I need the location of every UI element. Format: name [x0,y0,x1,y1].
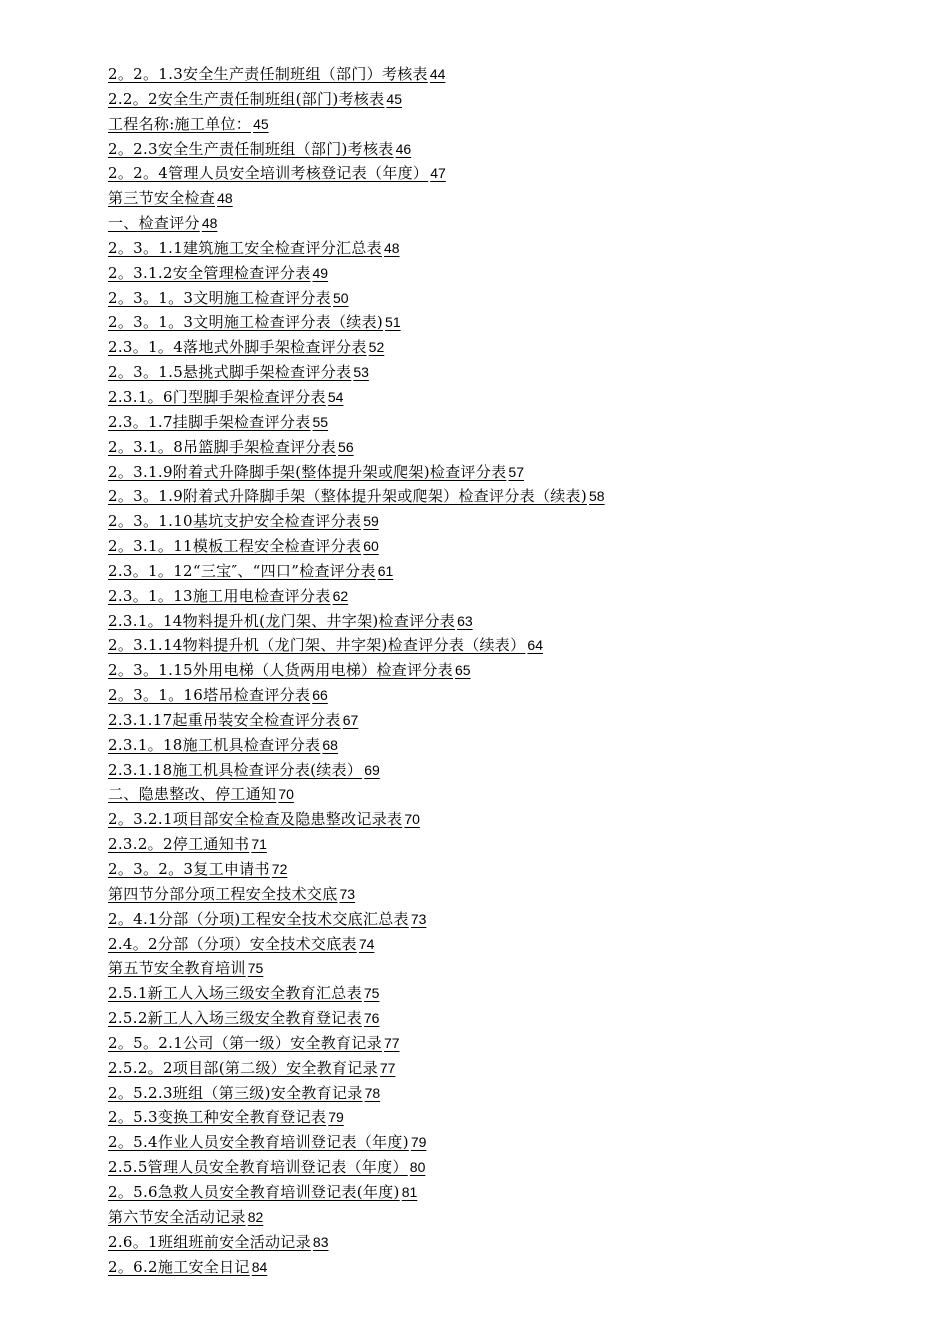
toc-entry [108,1031,888,1056]
toc-entry [108,1105,888,1130]
toc-entry [108,186,888,211]
toc-entry-link[interactable] [108,115,269,133]
toc-entry-link[interactable] [108,686,328,704]
toc-entry-link[interactable] [108,338,384,356]
toc-entry-link[interactable] [108,761,380,779]
toc-entry-link[interactable] [108,959,263,977]
toc-entry-page-number: 67 [342,711,359,728]
toc-entry-page-number: 77 [379,1059,396,1076]
toc-entry-page-number: 77 [383,1034,400,1051]
toc-entry-title: 2。3.1.9附着式升降脚手架(整体提升架或爬架)检查评分表 [108,462,507,481]
toc-entry-title: 2.2。2安全生产责任制班组(部门)考核表 [108,89,385,108]
toc-entry-title: 2。2。4管理人员安全培训考核登记表（年度） [108,164,429,183]
toc-entry-page-number: 81 [401,1183,418,1200]
toc-entry-title: 2。3。1.10基坑支护安全检查评分表 [108,512,362,531]
toc-entry-page-number: 44 [429,66,446,82]
toc-entry-title: 2。5.2.3班组（第三级)安全教育记录 [108,1083,363,1102]
toc-entry [108,87,888,112]
toc-entry-page-number: 56 [338,438,354,455]
toc-entry [108,360,888,385]
toc-entry-title: 2。3.1。11模板工程安全检查评分表 [108,537,362,556]
toc-entry [108,534,888,559]
toc-entry-title: 2.3。1。13施工用电检查评分表 [108,586,331,605]
toc-entry-title: 第六节安全活动记录 [108,1207,246,1226]
toc-entry-link[interactable] [108,1059,395,1077]
toc-entry-title: 2.5.5管理人员安全教育培训登记表（年度） [108,1158,408,1177]
toc-entry [108,758,888,783]
toc-entry-page-number: 75 [363,985,380,1002]
toc-entry-page-number: 75 [247,960,264,977]
toc-entry-link[interactable] [108,1133,426,1151]
toc-entry [108,807,888,832]
toc-entry-link[interactable] [108,984,379,1002]
toc-entry-title: 第三节安全检查 [108,189,216,208]
toc-entry-link[interactable] [108,810,420,828]
toc-entry-page-number: 76 [363,1010,380,1027]
toc-entry [108,857,888,882]
toc-entry-title: 工程名称:施工单位： [108,114,252,133]
toc-entry [108,633,888,658]
toc-entry [108,161,888,186]
toc-entry-page-number: 82 [247,1208,264,1225]
toc-entry-link[interactable] [108,313,401,331]
toc-entry-link[interactable] [108,562,393,580]
toc-entry-page-number: 61 [377,562,394,579]
toc-entry-link[interactable] [108,935,374,953]
toc-entry-link[interactable] [108,189,233,207]
toc-entry-page-number: 70 [404,811,420,828]
toc-entry [108,112,888,137]
toc-entry-title: 2。3.1。8吊篮脚手架检查评分表 [108,437,337,456]
toc-entry-page-number: 74 [358,935,375,952]
toc-entry [108,286,888,311]
toc-entry-page-number: 72 [271,861,288,877]
toc-entry-page-number: 60 [363,538,379,555]
toc-entry-link[interactable] [108,612,473,630]
toc-entry-link[interactable] [108,413,328,431]
toc-entry-page-number: 45 [253,115,269,132]
toc-entry [108,1230,888,1255]
toc-entry-link[interactable] [108,587,348,605]
toc-entry-page-number: 48 [217,190,233,207]
table-of-contents [108,62,888,1279]
toc-entry [108,236,888,261]
toc-entry [108,1056,888,1081]
toc-entry-title: 2。3。2。3复工申请书 [108,860,270,878]
toc-entry [108,584,888,609]
toc-entry-title: 2.5.2。2项目部(第二级）安全教育记录 [108,1058,378,1077]
toc-entry [108,310,888,335]
toc-entry-link[interactable] [108,140,411,158]
toc-entry-page-number: 55 [312,413,329,430]
toc-entry [108,137,888,162]
toc-entry-title: 第四节分部分项工程安全技术交底 [108,884,338,903]
toc-entry-title: 2。4.1分部（分项)工程安全技术交底汇总表 [108,909,409,928]
toc-entry-link[interactable] [108,239,400,257]
toc-entry [108,1081,888,1106]
toc-entry [108,460,888,485]
toc-entry-title: 2。3。1.1建筑施工安全检查评分汇总表 [108,238,382,257]
toc-entry-link[interactable] [108,711,358,729]
toc-entry-title: 2。3.1.2安全管理检查评分表 [108,263,311,282]
toc-entry-page-number: 83 [312,1233,329,1250]
toc-entry [108,211,888,236]
toc-entry-title: 2.4。2分部（分项）安全技术交底表 [108,934,357,953]
toc-entry [108,484,888,509]
toc-entry-page-number: 50 [332,289,349,306]
toc-entry-title: 2。3。1.15外用电梯（人货两用电梯）检查评分表 [108,661,453,680]
toc-entry [108,559,888,584]
toc-entry-page-number: 73 [410,910,427,927]
toc-entry-link[interactable] [108,661,471,679]
toc-entry-link[interactable] [108,885,355,903]
toc-entry [108,907,888,932]
toc-entry-page-number: 54 [327,388,344,405]
toc-entry-title: 2.3。1。12“三宝″、“四口”检查评分表 [108,561,376,580]
toc-entry-link[interactable] [108,1233,328,1251]
toc-entry-link[interactable] [108,860,287,878]
toc-entry-page-number: 48 [383,239,400,256]
toc-entry-title: 2.3。1。4落地式外脚手架检查评分表 [108,338,367,357]
toc-entry-title: 2。5.4作业人员安全教育培训登记表（年度) [108,1133,409,1152]
toc-entry-link[interactable] [108,264,328,282]
toc-entry-page-number: 66 [312,687,328,704]
toc-entry [108,782,888,807]
toc-entry [108,509,888,534]
toc-entry-link[interactable] [108,438,354,456]
toc-entry-title: 2.3.2。2停工通知书 [108,835,250,854]
toc-entry [108,62,888,87]
toc-entry [108,1155,888,1180]
toc-entry-title: 2。2.3安全生产责任制班组（部门)考核表 [108,139,394,158]
toc-entry-page-number: 46 [395,140,412,157]
toc-entry-page-number: 62 [332,587,349,604]
toc-entry-link[interactable] [108,636,543,654]
toc-entry [108,1205,888,1230]
toc-entry-page-number: 63 [457,612,473,629]
toc-entry-page-number: 78 [364,1084,381,1101]
toc-entry-link[interactable] [108,90,402,108]
toc-entry [108,683,888,708]
toc-entry-title: 2.3.1。6门型脚手架检查评分表 [108,387,326,406]
toc-entry-page-number: 68 [322,736,338,753]
toc-entry-title: 2.5.2新工人入场三级安全教育登记表 [108,1009,362,1028]
toc-entry-link[interactable] [108,835,267,853]
toc-entry-title: 2.6。1班组班前安全活动记录 [108,1232,311,1251]
toc-entry-link[interactable] [108,1108,344,1126]
toc-entry [108,435,888,460]
toc-entry-title: 2。3。1.9附着式升降脚手架（整体提升架或爬架）检查评分表（续表) [108,487,587,506]
toc-entry-title: 2.3.1。14物料提升机(龙门架、井字架)检查评分表 [108,611,456,630]
toc-entry [108,932,888,957]
toc-entry-link[interactable] [108,214,217,232]
toc-entry-link[interactable] [108,363,369,381]
toc-entry-title: 2.3。1.7挂脚手架检查评分表 [108,412,311,431]
toc-entry-title: 2。3。1。3文明施工检查评分表 [108,288,331,307]
toc-entry [108,1130,888,1155]
toc-entry-page-number: 64 [527,637,543,654]
toc-entry [108,1180,888,1205]
toc-entry-link[interactable] [108,1034,400,1052]
toc-entry-page-number: 52 [368,339,385,356]
toc-entry [108,882,888,907]
toc-entry-title: 2.5.1新工人入场三级安全教育汇总表 [108,984,362,1003]
toc-entry-page-number: 59 [363,513,379,530]
toc-entry-page-number: 57 [508,463,524,480]
toc-entry-title: 第五节安全教育培训 [108,959,246,978]
toc-entry [108,1255,888,1280]
toc-entry-title: 2。3.1.14物料提升机（龙门架、井字架)检查评分表（续表） [108,636,526,655]
toc-entry [108,658,888,683]
toc-entry [108,385,888,410]
toc-entry-link[interactable] [108,1208,263,1226]
toc-entry-title: 2。2。1.3安全生产责任制班组（部门）考核表 [108,65,428,83]
toc-entry-link[interactable] [108,1009,379,1027]
toc-entry-link[interactable] [108,65,445,83]
toc-entry-title: 2。5.6急救人员安全教育培训登记表(年度) [108,1182,400,1201]
toc-entry-title: 2.3.1.18施工机具检查评分表(续表） [108,760,363,779]
toc-entry-page-number: 84 [251,1258,268,1275]
toc-entry-page-number: 48 [201,215,218,232]
toc-entry-title: 2。3。1。16塔吊检查评分表 [108,686,311,705]
toc-entry-title: 2。5.3变换工种安全教育登记表 [108,1108,327,1127]
toc-entry-link[interactable] [108,463,524,481]
toc-entry-page-number: 80 [409,1159,426,1176]
toc-entry-page-number: 70 [278,786,294,803]
toc-entry-page-number: 45 [386,90,402,107]
toc-entry-title: 2。3.2.1项目部安全检查及隐患整改记录表 [108,810,403,829]
toc-entry [108,956,888,981]
toc-entry-title: 2。5。2.1公司（第一级）安全教育记录 [108,1033,382,1052]
toc-entry [108,981,888,1006]
toc-entry-link[interactable] [108,736,338,754]
toc-entry [108,335,888,360]
toc-entry-title: 一、检查评分 [108,214,200,233]
toc-entry-link[interactable] [108,388,343,406]
toc-entry-link[interactable] [108,537,379,555]
toc-entry-link[interactable] [108,910,426,928]
toc-entry-link[interactable] [108,487,605,505]
toc-entry [108,1006,888,1031]
toc-entry-page-number: 79 [410,1134,427,1151]
toc-entry-page-number: 69 [364,761,380,778]
toc-entry-title: 2。3。1。3文明施工检查评分表（续表) [108,313,384,332]
toc-entry-link[interactable] [108,512,379,530]
toc-entry [108,410,888,435]
toc-entry-title: 二、隐患整改、停工通知 [108,785,277,804]
toc-entry-title: 2。6.2施工安全日记 [108,1257,250,1276]
toc-entry-title: 2。3。1.5悬挑式脚手架检查评分表 [108,363,352,382]
toc-entry [108,832,888,857]
toc-entry-title: 2.3.1.17起重吊装安全检查评分表 [108,710,341,729]
toc-entry [108,708,888,733]
toc-entry [108,733,888,758]
toc-entry-page-number: 53 [353,364,369,381]
toc-entry-link[interactable] [108,785,294,803]
toc-entry [108,609,888,634]
toc-entry-page-number: 79 [328,1109,344,1126]
toc-entry-page-number: 51 [385,314,401,331]
toc-entry-link[interactable] [108,1258,267,1276]
toc-entry-link[interactable] [108,1084,380,1102]
toc-entry-page-number: 65 [455,662,471,679]
toc-entry-link[interactable] [108,289,349,307]
toc-entry-link[interactable] [108,1158,425,1176]
toc-entry-page-number: 71 [251,836,267,853]
toc-entry-page-number: 49 [312,264,329,281]
toc-entry-page-number: 73 [339,885,356,902]
toc-entry-page-number: 58 [589,488,605,505]
toc-entry-title: 2.3.1。18施工机具检查评分表 [108,735,321,754]
toc-entry-link[interactable] [108,1183,417,1201]
toc-entry-link[interactable] [108,164,446,182]
toc-entry [108,261,888,286]
toc-entry-page-number: 47 [430,165,446,182]
